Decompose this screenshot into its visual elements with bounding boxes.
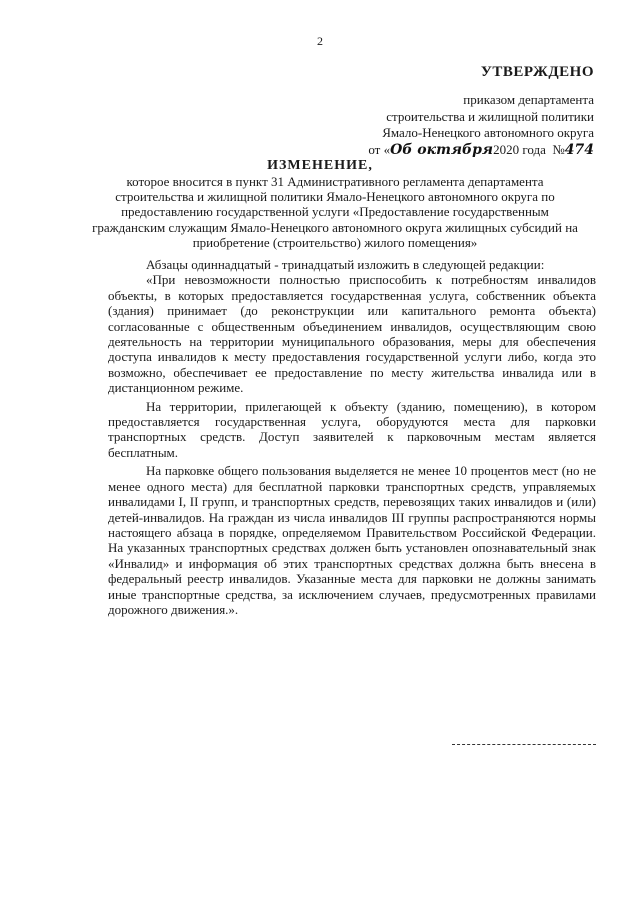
handwritten-number: 474 [564, 141, 594, 158]
approval-stamp-heading: УТВЕРЖДЕНО [480, 64, 594, 80]
date-prefix: от « [368, 141, 391, 157]
order-date-line [368, 142, 594, 159]
order-reference [368, 92, 594, 158]
paragraph-intro: Абзацы одиннадцатый - тринадцатый изложить в следующей редакции: [146, 257, 545, 272]
footer-separator-line [452, 744, 596, 745]
paragraph-1: «При невозможности полностью приспособить к потребностям инвалидов объекты, в которых предоставляется государственная услуга, собственник объекта (здания) принимает (до реконструкции или капитального ремонта объекта) согласованные с общественным объединением инвалидов, осуществляющим свою деятельность на территории муниципального образования, меры для обеспечения доступа инвалидов к месту предоставления государственной услуги либо, когда это возможно, обеспечивает ее предоставление по месту жительства инвалида или в дистанционном режиме. [108, 272, 596, 396]
page-number: 2 [317, 34, 323, 48]
paragraph-2: На территории, прилегающей к объекту (зданию, помещению), в котором предоставляется государственная услуга, оборудуются места для парковки транспортных средств. Доступ заявителей к парковочным местам является бесплатным. [108, 398, 596, 460]
document-title: ИЗМЕНЕНИЕ, [267, 158, 373, 173]
document-subtitle: которое вносится в пункт 31 Административного регламента департамента строительства и жилищной политики Ямало-Ненецкого автономного округа по предоставлению государственной услуги «Предоставление государственным гражданским служащим Ямало-Ненецкого автономного округа жилищных субсидий на приобретение (строительство) жилого помещения» [92, 174, 578, 250]
order-line-2: строительства и жилищной политики [386, 108, 594, 124]
paragraph-3: На парковке общего пользования выделяется не менее 10 процентов мест (но не менее одного места) для бесплатной парковки транспортных средств, управляемых инвалидами I, II групп, и транспортных средств, перевозящих таких инвалидов и (или) детей-инвалидов. На граждан из числа инвалидов III группы распространяются нормы настоящего абзаца в порядке, определяемом Правительством Российской Федерации. На указанных транспортных средствах должен быть установлен опознавательный знак «Инвалид» и информация об этих транспортных средствах должна быть внесена в федеральный реестр инвалидов. Указанные места для парковки не должны занимать иные транспортные средства, за исключением случаев, предусмотренных правилами дорожного движения.». [108, 463, 596, 617]
number-prefix: № [552, 141, 565, 157]
date-year: 2020 года [493, 141, 546, 157]
order-line-1: приказом департамента [463, 92, 594, 107]
order-line-3: Ямало-Ненецкого автономного округа [382, 125, 594, 140]
handwritten-date: Об октября [390, 141, 494, 158]
document-body [108, 257, 596, 617]
